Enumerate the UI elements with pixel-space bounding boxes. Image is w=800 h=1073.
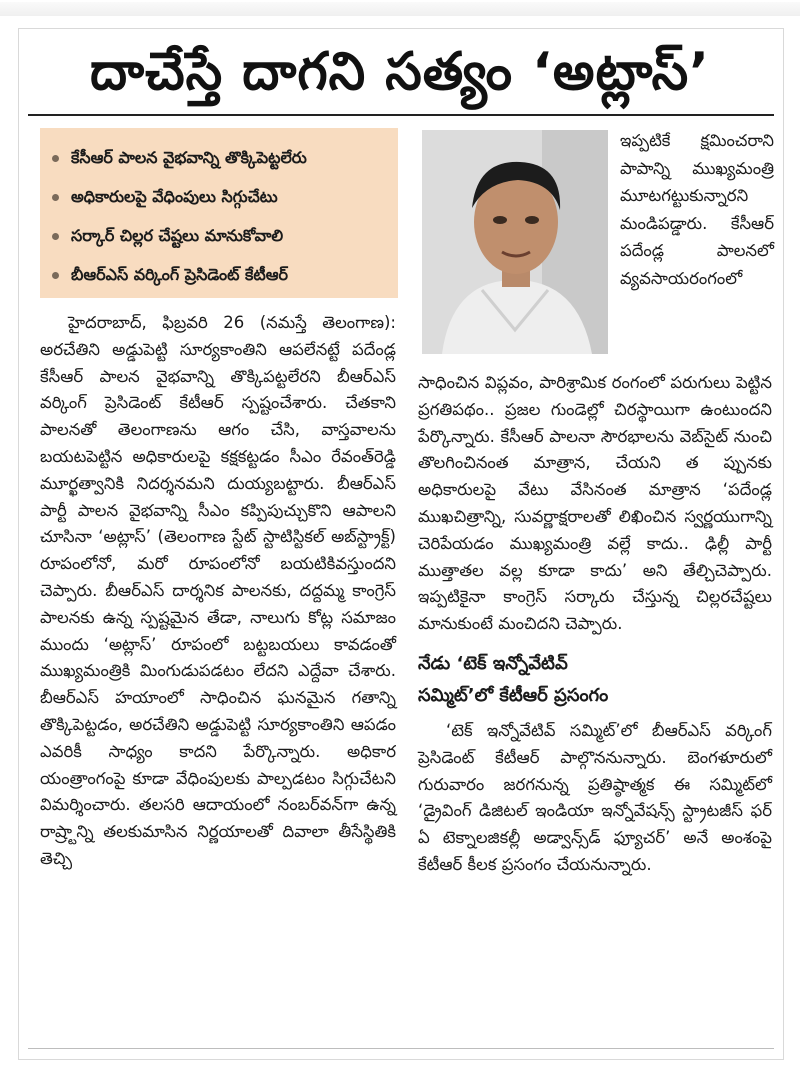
right-top-text [620, 127, 774, 292]
body-paragraph: సాధించిన విప్లవం, పారిశ్రామిక రంగంలో పరుగులు పెట్టిన ప్రగతిపథం.. ప్రజల గుండెల్లో చిరస్థాయిగా ఉంటుందని పేర్కొన్నారు. కేసీఆర్ పాలనా సౌరభాలను వెబ్‌సైట్ నుంచి తొలగించినంత మాత్రాన, చేయని త ప్పునకు అధికారులపై వేటు వేసినంత మాత్రాన ‘పదేండ్ల ముఖచిత్రాన్ని, సువర్ణాక్షరాలతో లిఖించిన స్వర్ణయుగాన్ని చెరిపేయడం ముఖ్యమంత్రి వల్లే కాదు.. ఢిల్లీ పార్టీ ముత్తాతల వల్ల కూడా కాదు’ అని తేల్చిచెప్పారు. ఇప్పటికైనా కాంగ్రెస్ సర్కారు చేస్తున్న చిల్లరచేష్టలు మానుకుంటే మంచిదని చెప్పారు. [418, 373, 772, 634]
body-paragraph: హైదరాబాద్, ఫిబ్రవరి 26 (నమస్తే తెలంగాణ): అరచేతిని అడ్డుపెట్టి సూర్యకాంతిని ఆపలేనట్టే పదేండ్ల కేసీఆర్ పాలన వైభవాన్ని తొక్కిపట్టలేరని బీఆర్ఎస్ వర్కింగ్ ప్రెసిడెంట్ కేటీఆర్ స్పష్టంచేశారు. చేతకాని పాలనతో తెలంగాణను ఆగం చేసి, వాస్తవాలను బయటపెట్టిన అధికారులపై కక్షకట్టడం సీఎం రేవంత్‌రెడ్డి మూర్ఖత్వానికి నిదర్శనమని దుయ్యబట్టారు. బీఆర్ఎస్ పార్టీ పాలన వైభవాన్ని సీఎం కప్పిపుచ్చుకొని ఆపాలని చూసినా ‘అట్లాస్’ (తెలంగాణ స్టేట్ స్టాటిస్టికల్ అబ్‌స్ట్రాక్ట్) రూపంలోనో, మరో రూపంలోనో బయటికివస్తుందని చెప్పారు. బీఆర్ఎస్ దార్శనిక పాలనకు, దద్దమ్మ కాంగ్రెస్ పాలనకు ఉన్న స్పష్టమైన తేడా, నాలుగు కోట్ల సమాజం ముందు ‘అట్లాస్’ రూపంలో బట్టబయలు కావడంతో ముఖ్యమంత్రికి మింగుడుపడటం లేదని ఎద్దేవా చేశారు. బీఆర్ఎస్ హయాంలో సాధించిన ఘనమైన గతాన్ని తొక్కిపెట్టడం, అరచేతిని అడ్డుపెట్టి సూర్యకాంతిని ఆపడం ఎవరికీ సాధ్యం కాదని పేర్కొన్నారు. అధికార యంత్రాంగంపై కూడా వేధింపులకు పాల్పడటం సిగ్గుచేటని విమర్శించారు. తలసరి ఆదాయంలో నంబర్‌వన్‌గా ఉన్న రాష్ర్టాన్ని తలకుమాసిన నిర్ణయాలతో దివాలా తీసేస్థితికి తెచ్చి [40, 313, 396, 868]
highlight-item: బీఆర్ఎస్ వర్కింగ్ ప్రెసిడెంట్ కేటీఆర్ [52, 255, 398, 294]
bullet-icon [52, 233, 59, 240]
highlight-item: సర్కార్ చిల్లర చేష్టలు మానుకోవాలి [52, 216, 398, 255]
highlights-box [40, 128, 398, 298]
subheading-line: సమ్మిట్’లో కేటీఆర్ ప్రసంగం [418, 684, 609, 706]
portrait-illustration [422, 130, 608, 354]
bullet-icon [52, 155, 59, 162]
body-paragraph: ‘టెక్ ఇన్నోవేటివ్ సమ్మిట్’లో బీఆర్ఎస్ వర్కింగ్ ప్రెసిడెంట్ కేటీఆర్ పాల్గొననున్నారు. బెంగళూరులో గురువారం జరగనున్న ప్రతిష్ఠాత్మక ఈ సమ్మిట్‌లో ‘డ్రైవింగ్ డిజిటల్ ఇండియా ఇన్నోవేషన్స్ స్ట్రాటజీస్ ఫర్ ఏ టెక్నాలజికల్లీ అడ్వాన్స్‌డ్ ఫ్యూచర్’ అనే అంశంపై కేటీఆర్ కీలక ప్రసంగం చేయనున్నారు. [418, 720, 772, 874]
ktr-photo [422, 130, 608, 354]
highlight-item: కేసీఆర్ పాలన వైభవాన్ని తొక్కిపెట్టలేరు [52, 138, 398, 177]
headline-divider [28, 114, 774, 116]
headline: దాచేస్తే దాగని సత్యం ‘అట్లాస్’ [90, 42, 710, 102]
right-column [418, 370, 772, 879]
right-top-paragraph: ఇప్పటికే క్షమించరాని పాపాన్ని ముఖ్యమంత్రి మూటగట్టుకున్నారని మండిపడ్డారు. కేసీఆర్ పదేండ్ల పాలనలో వ్యవసాయరంగంలో [620, 131, 774, 288]
subheading [418, 648, 772, 712]
left-column [40, 310, 396, 873]
bullet-icon [52, 194, 59, 201]
top-strip [0, 2, 800, 16]
bottom-divider [28, 1048, 774, 1049]
subheading-line: నేడు ‘టెక్ ఇన్నోవేటివ్ [418, 652, 568, 674]
highlight-item: అధికారులపై వేధింపులు సిగ్గుచేటు [52, 177, 398, 216]
bullet-icon [52, 272, 59, 279]
